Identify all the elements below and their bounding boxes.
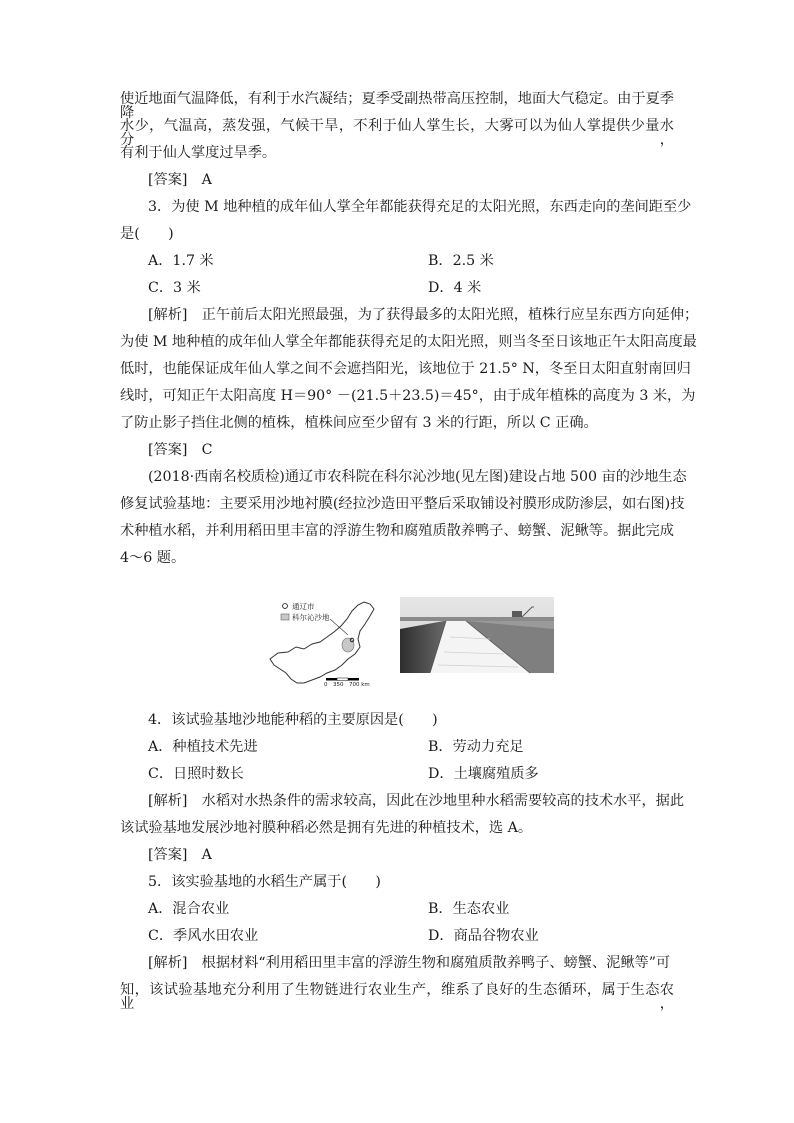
map-figure <box>264 597 384 687</box>
analysis-q3-line-2: 为使 M 地种植的成年仙人掌全年都能获得充足的太阳光照，则当冬至日该地正午太阳高度最 <box>120 334 697 350</box>
analysis-q5-line-1: [解析] 根据材料“利用稻田里丰富的浮游生物和腐殖质散养鸭子、螃蟹、泥鳅等”可 <box>148 955 671 971</box>
option-q3-c: C．3 米 <box>148 280 201 296</box>
analysis-q4-line-1: [解析] 水稻对水热条件的需求较高，因此在沙地里种水稻需要较高的技术水平，据此 <box>148 793 685 809</box>
legend-sand-symbol-icon <box>281 614 289 620</box>
option-q4-a: A．种植技术先进 <box>148 739 258 755</box>
option-q5-b: B．生态农业 <box>428 901 510 917</box>
distant-structure <box>512 611 522 617</box>
analysis-q3-line-4: 线时，可知正午太阳高度 H＝90° －(21.5＋23.5)＝45°，由于成年植株的高度为 3 米，为 <box>120 388 696 404</box>
horizon-band <box>400 617 554 621</box>
analysis-q3-line-3: 低时，也能保证成年仙人掌之间不会遮挡阳光，该地位于 21.5° N，冬至日太阳直射南回归 <box>120 361 691 377</box>
answer-label-q2: [答案] A <box>148 172 212 188</box>
analysis-q3-line-5: 了防止影子挡住北侧的植株，植株间应至少留有 3 米的行距，所以 C 正确。 <box>120 415 598 431</box>
option-q3-d: D．4 米 <box>428 280 482 296</box>
legend-sand-label: 科尔沁沙地 <box>292 613 330 622</box>
question-4-stem: 4．该试验基地沙地能种稻的主要原因是( ) <box>148 712 438 728</box>
answer-label-q4: [答案] A <box>148 847 212 863</box>
scale-bar-segment-1 <box>326 678 337 681</box>
legend-city-label: 通辽市 <box>292 602 315 611</box>
material-line-3: 术种植水稻，并利用稻田里丰富的浮游生物和腐殖质散养鸭子、螃蟹、泥鳅等。据此完成 <box>120 523 674 539</box>
material-line-2: 修复试验基地：主要采用沙地衬膜(经拉沙造田平整后采取铺设衬膜形成防渗层，如右图)技 <box>120 496 685 512</box>
option-q5-d: D．商品谷物农业 <box>428 928 539 944</box>
option-q3-b: B．2.5 米 <box>428 253 494 269</box>
option-q4-c: C．日照时数长 <box>148 766 244 782</box>
scale-bar-segment-3 <box>348 678 359 681</box>
text-line-2: 水少，气温高，蒸发强，气候干旱，不利于仙人掌生长，大雾可以为仙人掌提供少量水分， <box>120 118 674 149</box>
photo-figure <box>400 597 554 673</box>
horqin-sandy-land-area <box>342 638 354 652</box>
scale-bar-segment-2 <box>337 678 348 681</box>
analysis-q3-line-1: [解析] 正午前后太阳光照最强，为了获得最多的太阳光照，植株行应呈东西方向延伸； <box>148 307 699 323</box>
option-q5-c: C．季风水田农业 <box>148 928 259 944</box>
question-3-stem: 3．为使 M 地种植的成年仙人掌全年都能获得充足的太阳光照，东西走向的垄间距至少 <box>148 199 692 215</box>
material-line-1: (2018·西南名校质检)通辽市农科院在科尔沁沙地(见左图)建设占地 500 亩的沙地生态 <box>148 469 687 485</box>
map-svg <box>264 597 384 687</box>
text-line-3: 有利于仙人掌度过旱季。 <box>120 145 277 161</box>
analysis-q4-line-2: 该试验基地发展沙地衬膜种稻必然是拥有先进的种植技术，选 A。 <box>120 820 533 836</box>
question-3-stem-cont: 是( ) <box>120 226 174 242</box>
option-q4-b: B．劳动力充足 <box>428 739 524 755</box>
question-5-stem: 5．该实验基地的水稻生产属于( ) <box>148 874 381 890</box>
material-line-4: 4～6 题。 <box>120 550 186 566</box>
option-q4-d: D．土壤腐殖质多 <box>428 766 539 782</box>
legend-city-symbol-icon <box>283 604 288 609</box>
option-q3-a: A．1.7 米 <box>148 253 214 269</box>
option-q5-a: A．混合农业 <box>148 901 230 917</box>
scale-bar-label: 0 350 700 km <box>324 682 370 687</box>
answer-label-q3: [答案] C <box>148 442 213 458</box>
photo-svg <box>400 597 554 673</box>
text-line-1: 使近地面气温降低，有利于水汽凝结；夏季受副热带高压控制，地面大气稳定。由于夏季降 <box>120 91 674 122</box>
analysis-q5-line-2: 知，该试验基地充分利用了生物链进行农业生产，维系了良好的生态循环，属于生态农业， <box>120 982 674 1013</box>
